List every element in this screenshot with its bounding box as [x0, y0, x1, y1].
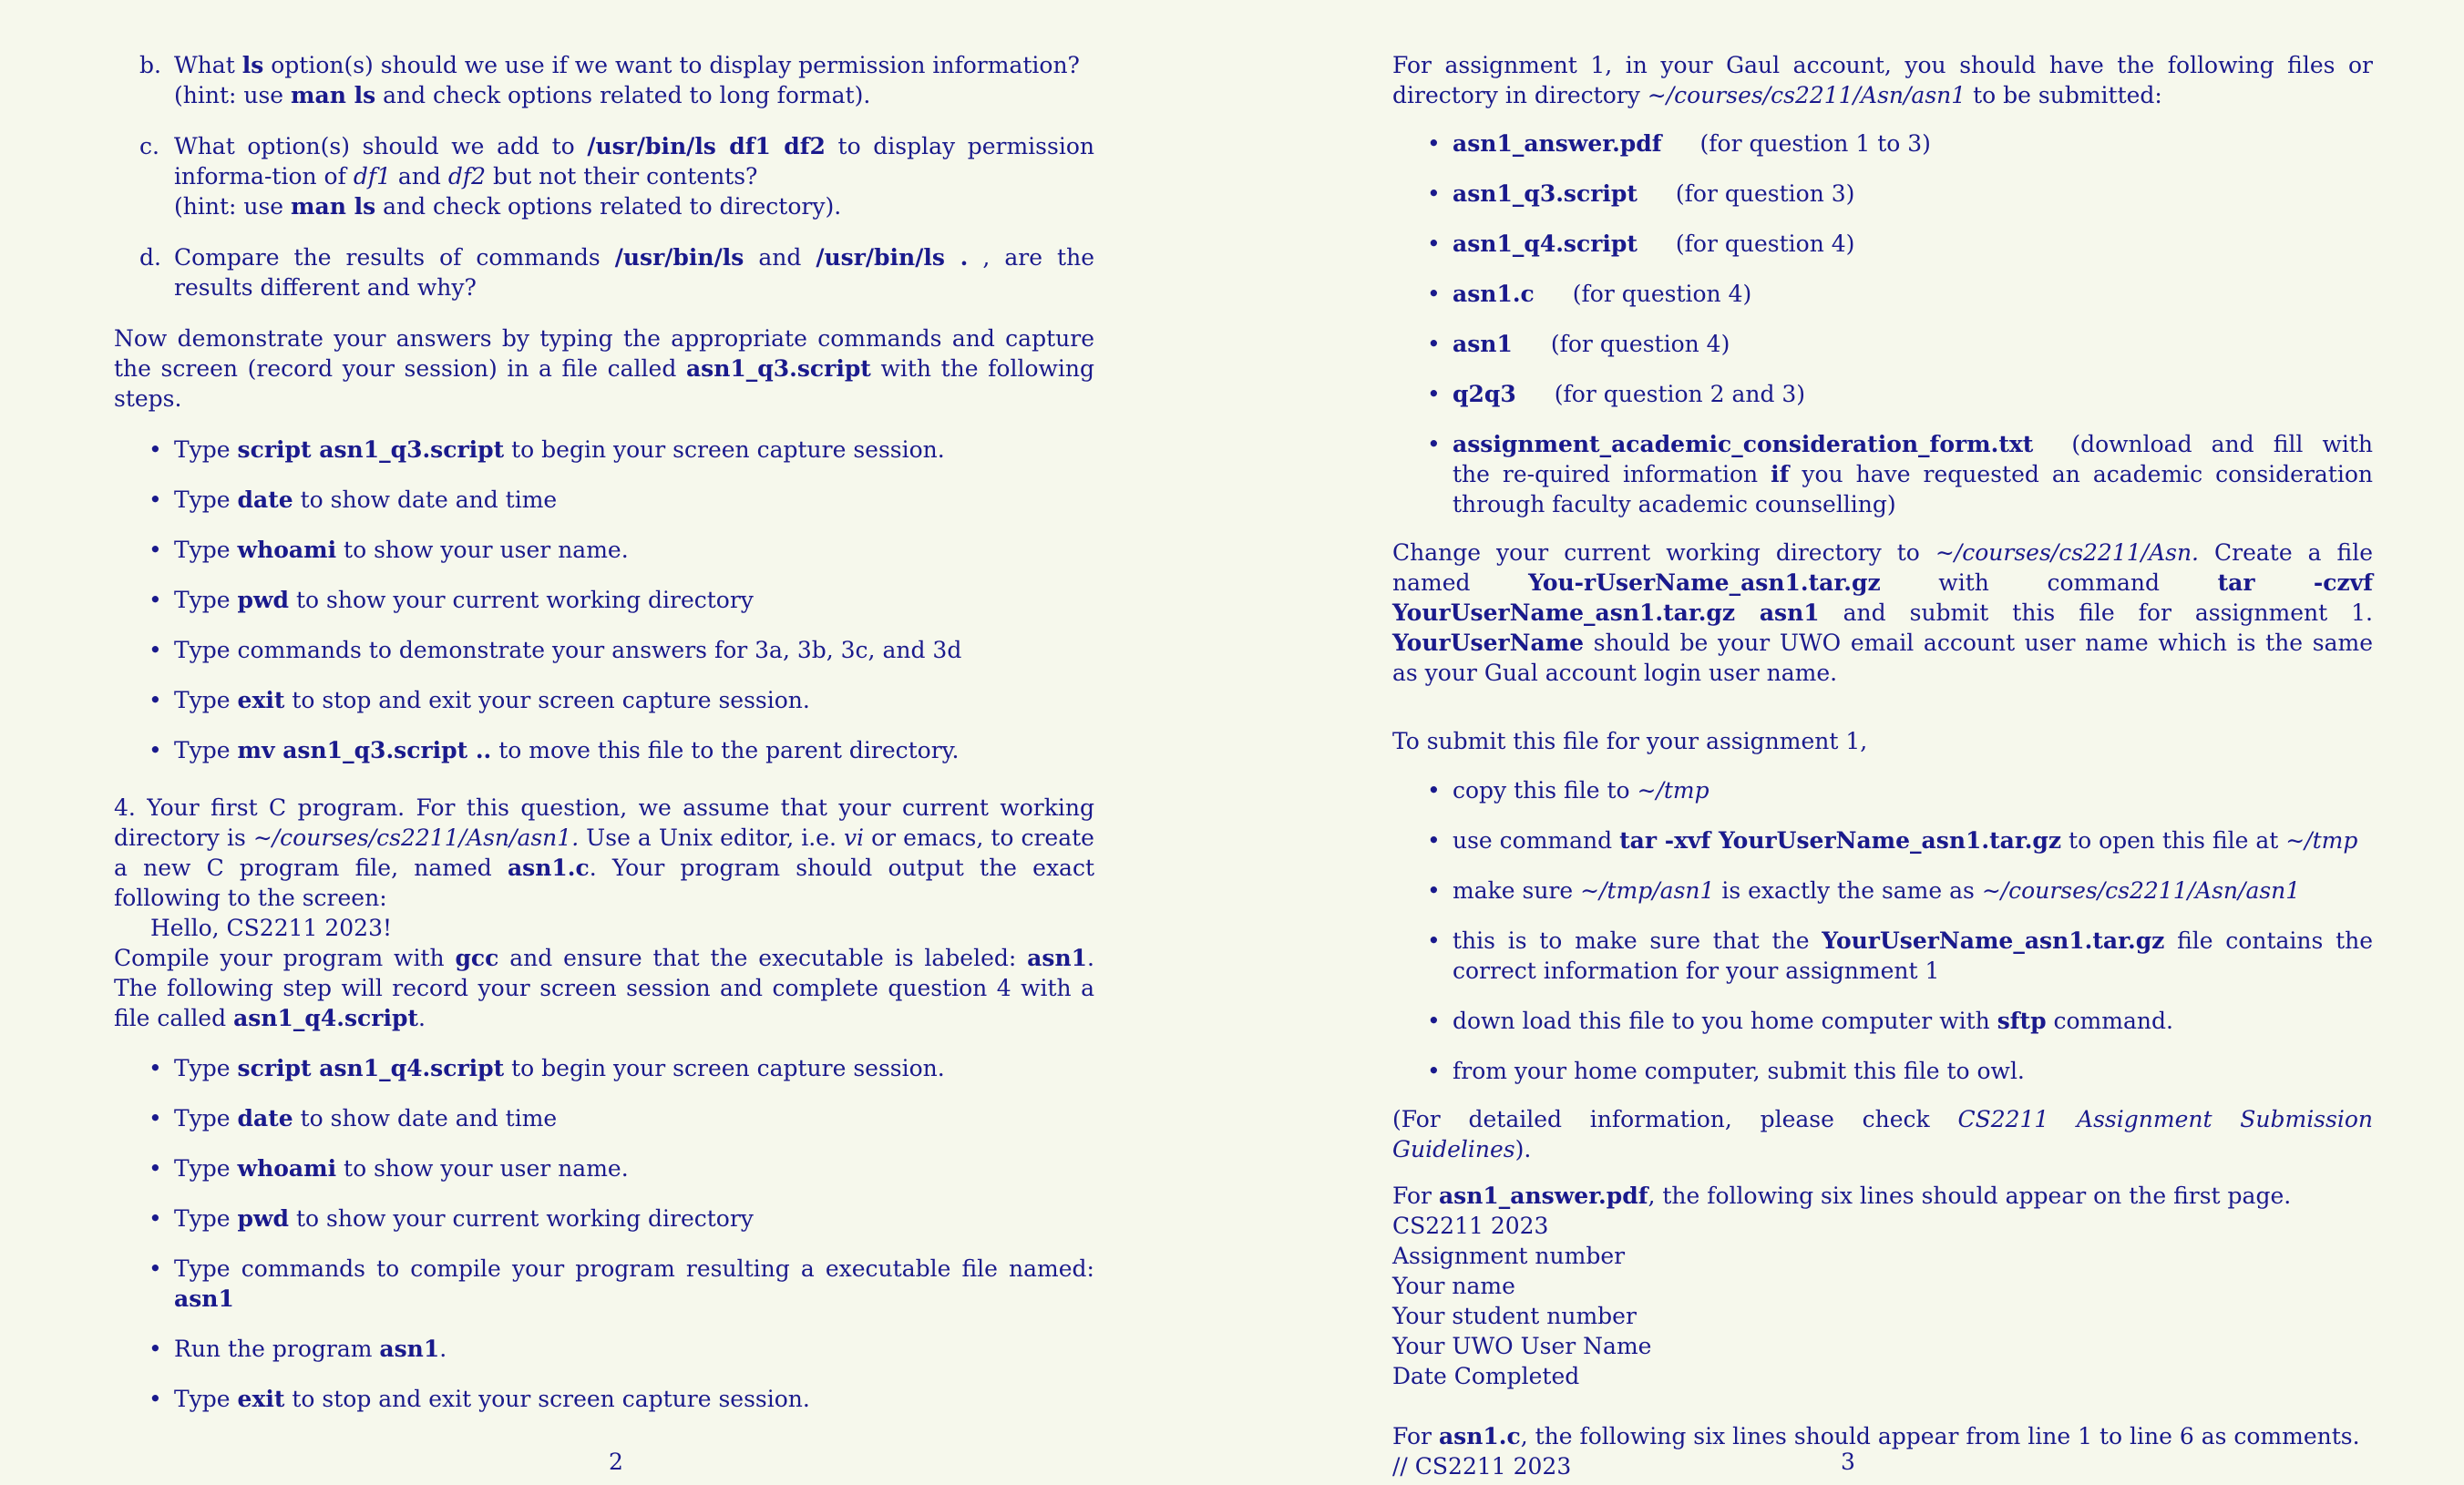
- answer-pdf-line: CS2211 2023: [1392, 1213, 1549, 1239]
- detailed-info-note: (For detailed information, please check CS2211 Assignment Submission Guidelines).: [1392, 1106, 2373, 1162]
- list-item: • q2q3 (for question 2 and 3): [1392, 379, 2373, 409]
- list-item: • this is to make sure that the YourUserName_asn1.tar.gz file contains the correct information for your assignment 1: [1392, 926, 2373, 986]
- list-item: • use command tar -xvf YourUserName_asn1.tar.gz to open this file at ∼/tmp: [1392, 825, 2373, 855]
- answer-pdf-line: Your student number: [1392, 1303, 1637, 1329]
- item-label: d.: [139, 244, 161, 271]
- list-item: • asn1.c (for question 4): [1392, 279, 2373, 309]
- list-item: • assignment_academic_consideration_form.txt (download and fill with the re-quired information if you have requested an academic consideration through faculty academic counselling): [1392, 429, 2373, 519]
- list-item: • Type whoami to show your user name.: [114, 1153, 1094, 1183]
- answer-pdf-line: Your name: [1392, 1273, 1515, 1299]
- list-item: • Type script asn1_q3.script to begin your screen capture session.: [114, 435, 1094, 465]
- asn1c-comment-line: // CS2211 2023: [1392, 1453, 1572, 1480]
- submit-steps-list: [1392, 775, 2373, 1086]
- question-3d: [139, 242, 1094, 302]
- list-item: • Type whoami to show your user name.: [114, 535, 1094, 565]
- list-item: • Type pwd to show your current working directory: [114, 1203, 1094, 1234]
- item-text: What option(s) should we add to /usr/bin/ls df1 df2 to display permission informa-tion of df1 and df2 but not their contents? (hint: use man ls and check options related to directory).: [174, 133, 1094, 220]
- question-4-paragraph: 4. Your first C program. For this question, we assume that your current working directory is ∼/courses/cs2211/Asn/asn1. Use a Unix editor, i.e. vi or emacs, to create a new C program file, named asn1.c. Your program should output the exact following to the screen: Hello, CS2211 2023! Compile your program with gcc and ensure that the executable is labeled: asn1. The following step will record your screen session and complete question 4 with a file called asn1_q4.script.: [114, 794, 1094, 1031]
- question-3c: [139, 131, 1094, 221]
- item-text: What ls option(s) should we use if we want to display permission information? (hint: use man ls and check options related to long format).: [174, 52, 1080, 108]
- answer-pdf-line: Assignment number: [1392, 1243, 1626, 1269]
- item-label: b.: [139, 52, 161, 78]
- hello-output-line: Hello, CS2211 2023!: [150, 915, 393, 941]
- question-4-steps-list: [114, 1053, 1094, 1414]
- list-item: • asn1 (for question 4): [1392, 329, 2373, 359]
- list-item: • Type date to show date and time: [114, 485, 1094, 515]
- answer-pdf-section: [1392, 1181, 2373, 1391]
- item-label: c.: [139, 133, 159, 159]
- submit-intro: To submit this file for your assignment 1,: [1392, 728, 1868, 754]
- list-item: • asn1_q3.script (for question 3): [1392, 179, 2373, 209]
- submission-files-list: [1392, 128, 2373, 519]
- change-directory-paragraph: Change your current working directory to ∼/courses/cs2211/Asn. Create a file named You-rUserName_asn1.tar.gz with command tar -czvf YourUserName_asn1.tar.gz asn1 and submit this file for assignment 1. YourUserName should be your UWO email account user name which is the same as your Gual account login user name.: [1392, 539, 2374, 686]
- submission-intro-paragraph: For assignment 1, in your Gaul account, you should have the following files or directory in directory ∼/courses/cs2211/Asn/asn1 to be submitted:: [1392, 52, 2373, 108]
- list-item: • from your home computer, submit this file to owl.: [1392, 1056, 2373, 1086]
- page-number: 2: [609, 1449, 623, 1475]
- list-item: • Type date to show date and time: [114, 1103, 1094, 1133]
- page-2-content: [114, 50, 1094, 1434]
- list-item: • asn1_answer.pdf (for question 1 to 3): [1392, 128, 2373, 159]
- page-3-content: [1392, 50, 2373, 1481]
- item-text: Compare the results of commands /usr/bin/ls and /usr/bin/ls . , are the results different and why?: [174, 244, 1094, 301]
- question-3b: [139, 50, 1094, 110]
- list-item: • make sure ∼/tmp/asn1 is exactly the same as ∼/courses/cs2211/Asn/asn1: [1392, 876, 2373, 906]
- list-item: • Type pwd to show your current working directory: [114, 585, 1094, 615]
- list-item: • Type commands to compile your program resulting a executable file named: asn1: [114, 1254, 1094, 1314]
- list-item: • asn1_q4.script (for question 4): [1392, 229, 2373, 259]
- answer-pdf-intro: For asn1_answer.pdf, the following six lines should appear on the first page.: [1392, 1183, 2292, 1209]
- list-item: • Type script asn1_q4.script to begin your screen capture session.: [114, 1053, 1094, 1083]
- page-number: 3: [1841, 1449, 1855, 1475]
- answer-pdf-line: Your UWO User Name: [1392, 1333, 1652, 1359]
- list-item: • Type exit to stop and exit your screen capture session.: [114, 1384, 1094, 1414]
- asn1c-intro: For asn1.c, the following six lines should appear from line 1 to line 6 as comments.: [1392, 1423, 2360, 1449]
- page-3: [1232, 0, 2464, 1485]
- list-item: • down load this file to you home computer with sftp command.: [1392, 1006, 2373, 1036]
- question-3-demo-paragraph: Now demonstrate your answers by typing the appropriate commands and capture the screen (record your session) in a file called asn1_q3.script with the following steps.: [114, 325, 1094, 412]
- list-item: • copy this file to ∼/tmp: [1392, 775, 2373, 805]
- list-item: • Run the program asn1.: [114, 1334, 1094, 1364]
- list-item: • Type exit to stop and exit your screen capture session.: [114, 685, 1094, 715]
- list-item: • Type mv asn1_q3.script .. to move this file to the parent directory.: [114, 735, 1094, 765]
- list-item: • Type commands to demonstrate your answers for 3a, 3b, 3c, and 3d: [114, 635, 1094, 665]
- answer-pdf-line: Date Completed: [1392, 1363, 1580, 1389]
- question-3-steps-list: [114, 435, 1094, 765]
